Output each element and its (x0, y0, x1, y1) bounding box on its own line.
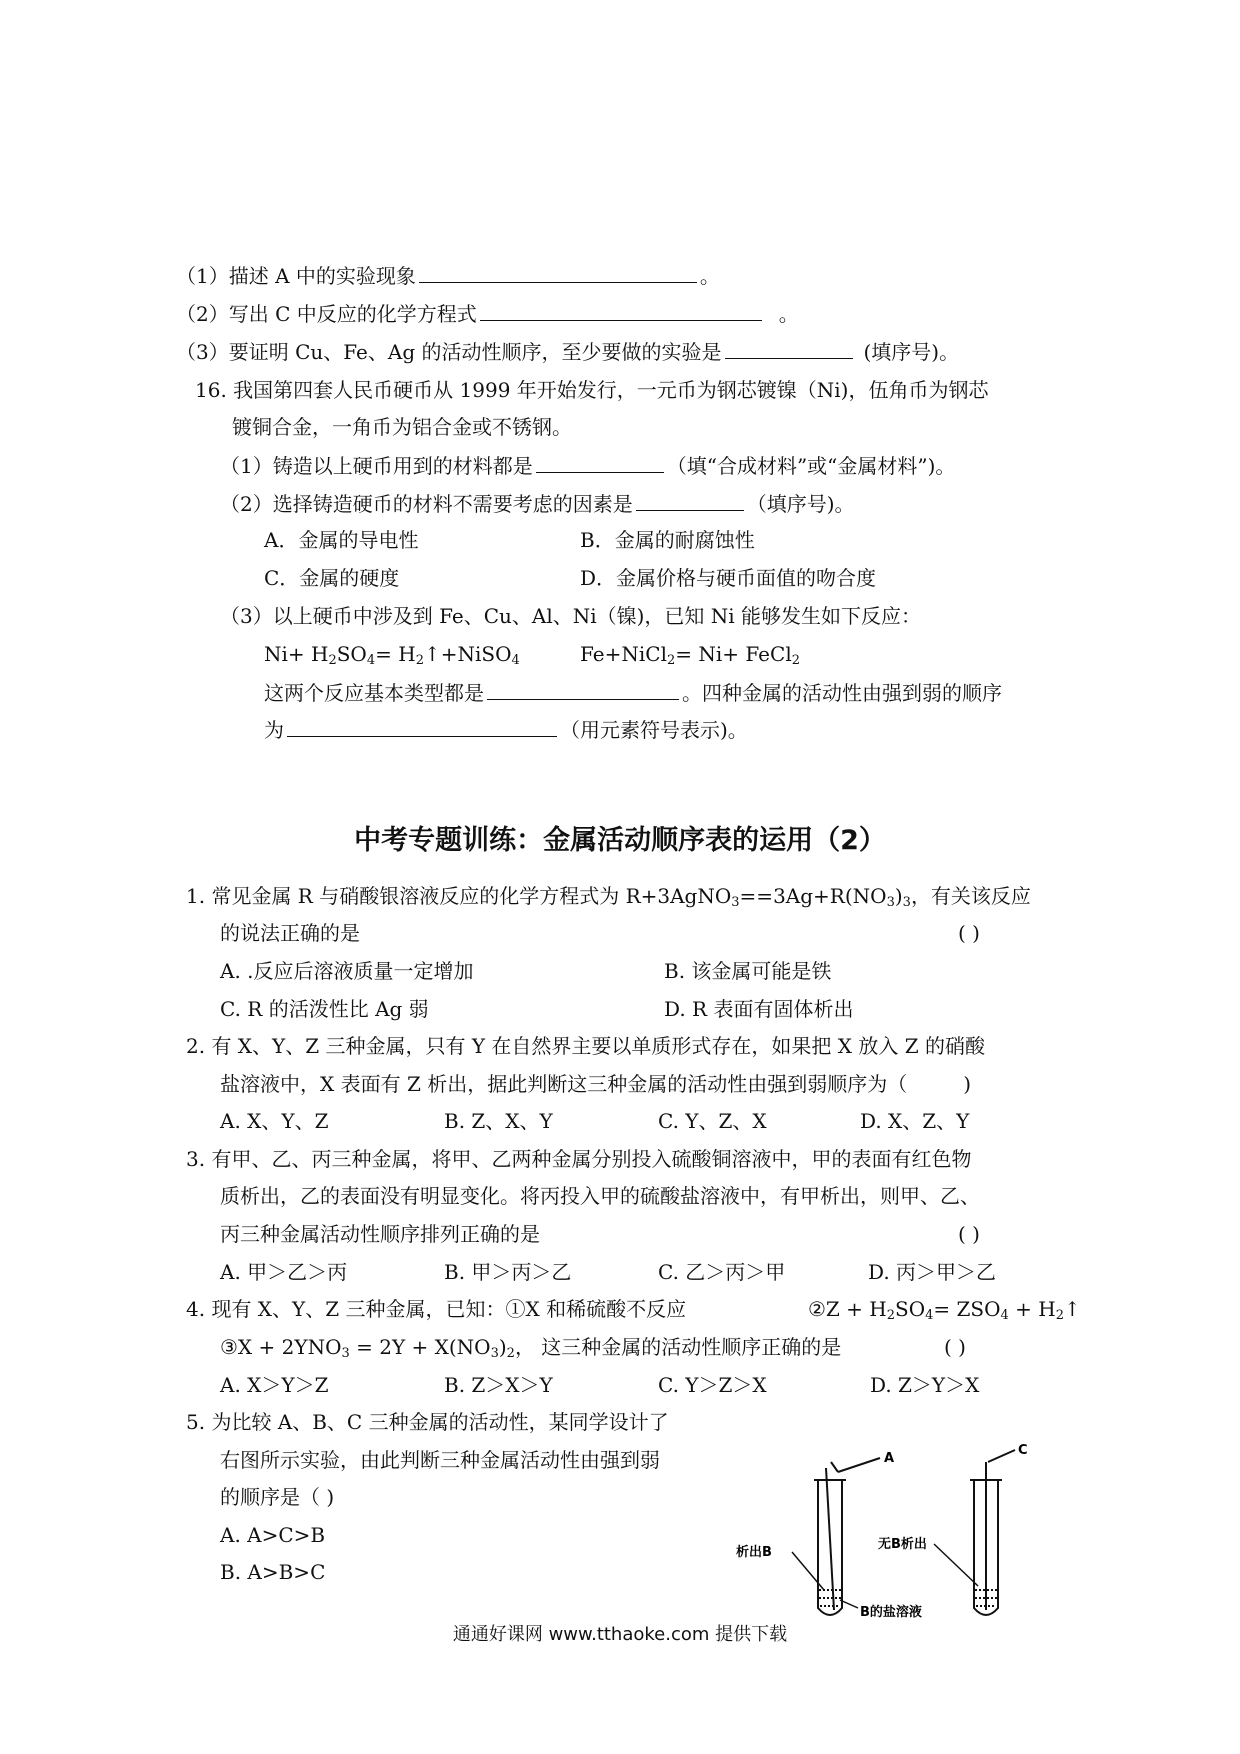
q16-part3: （3）以上硬币中涉及到 Fe、Cu、Al、Ni（镍)，已知 Ni 能够发生如下反应： (220, 604, 922, 628)
q16-part2: （2）选择铸造硬币的材料不需要考虑的因素是 （填序号)。 (220, 492, 855, 516)
q3-option-b: B. 甲＞丙＞乙 (444, 1260, 572, 1284)
label-b-precipitate: 析出B (736, 1545, 772, 1560)
q1-option-a: A. .反应后溶液质量一定增加 (220, 959, 474, 983)
q2-option-c: C. Y、Z、X (658, 1109, 767, 1133)
q4-line1b: ②Z + $H_2SO_4= ZSO_4$ + $H_2↑$ (808, 1297, 1081, 1323)
test-tube-figure (730, 1440, 1070, 1630)
answer-paren[interactable]: ( ) (958, 921, 980, 945)
answer-blank[interactable] (487, 679, 679, 700)
q3-option-c: C. 乙＞丙＞甲 (658, 1260, 786, 1284)
q1-option-c: C. R 的活泼性比 Ag 弱 (220, 997, 429, 1021)
q3-option-a: A. 甲＞乙＞丙 (220, 1260, 348, 1284)
answer-blank[interactable] (419, 262, 697, 283)
q16-part3-line4: 为 （用元素符号表示)。 (264, 718, 748, 742)
answer-paren[interactable]: ( ) (958, 1222, 980, 1246)
right-test-tube (970, 1450, 1015, 1615)
q3-line2: 质析出，乙的表面没有明显变化。将丙投入甲的硫酸盐溶液中，有甲析出，则甲、乙、 (220, 1184, 980, 1208)
q2-line1: 2. 有 X、Y、Z 三种金属，只有 Y 在自然界主要以单质形式存在，如果把 X 放入 Z 的硝酸 (186, 1034, 985, 1058)
q5-line1: 5. 为比较 A、B、C 三种金属的活动性，某同学设计了 (186, 1410, 669, 1434)
q16-option-c: C．金属的硬度 (264, 566, 400, 590)
q16-part1: （1）铸造以上硬币用到的材料都是 （填“合成材料”或“金属材料”)。 (220, 454, 956, 478)
q15-part1: （1）描述 A 中的实验现象 。 (176, 264, 720, 288)
footer-source: 通通好课网 www.tthaoke.com 提供下载 (452, 1624, 788, 1645)
label-a: A (884, 1451, 895, 1466)
q16-line1: 16. 我国第四套人民币硬币从 1999 年开始发行，一元币为钢芯镀镍（Ni)，伍角币为钢芯 (195, 378, 989, 402)
q4-option-d: D. Z＞Y＞X (870, 1373, 980, 1397)
q4-line2: ③X + $2YNO_3 = 2Y + X(NO_3)_2$， 这三种金属的活动性顺序正确的是 (220, 1335, 842, 1361)
q15-part3: （3）要证明 Cu、Fe、Ag 的活动性顺序，至少要做的实验是 (填序号)。 (176, 340, 960, 364)
q4-option-c: C. Y＞Z＞X (658, 1373, 767, 1397)
label-b-salt-solution: B的盐溶液 (860, 1605, 922, 1620)
q16-option-b: B．金属的耐腐蚀性 (580, 528, 755, 552)
q5-option-a: A. A>C>B (220, 1523, 326, 1547)
answer-blank[interactable] (536, 452, 664, 473)
q1-option-d: D. R 表面有固体析出 (664, 997, 854, 1021)
q16-line2: 镀铜合金，一角币为铝合金或不锈钢。 (232, 415, 572, 439)
q5-line2: 右图所示实验，由此判断三种金属活动性由强到弱 (220, 1448, 660, 1472)
answer-blank[interactable] (636, 490, 744, 511)
q2-line2: 盐溶液中，X 表面有 Z 析出，据此判断这三种金属的活动性由强到弱顺序为（ ) (220, 1072, 972, 1096)
q16-option-d: D．金属价格与硬币面值的吻合度 (580, 566, 877, 590)
q5-line3: 的顺序是（ ) (220, 1485, 335, 1509)
q3-option-d: D. 丙＞甲＞乙 (868, 1260, 997, 1284)
q1-line1: 1. 常见金属 R 与硝酸银溶液反应的化学方程式为 $R+3AgNO_3==3Ag+R(NO_3)_3$，有关该反应 (186, 884, 1031, 910)
q3-line3: 丙三种金属活动性顺序排列正确的是 (220, 1222, 540, 1246)
q4-line1a: 4. 现有 X、Y、Z 三种金属，已知：①X 和稀硫酸不反应 (186, 1297, 687, 1321)
q4-option-b: B. Z＞X＞Y (444, 1373, 553, 1397)
section-title: 中考专题训练：金属活动顺序表的运用（2） (354, 825, 886, 856)
q16-option-a: A．金属的导电性 (264, 528, 419, 552)
answer-blank[interactable] (480, 300, 762, 321)
answer-paren[interactable]: ( ) (944, 1335, 966, 1359)
left-test-tube (814, 1458, 880, 1615)
q16-part3-line3: 这两个反应基本类型都是 。四种金属的活动性由强到弱的顺序 (264, 681, 1002, 705)
q16-equation-1: $Ni+ H_2SO_4=$ $H_2↑+NiSO_4$ (264, 642, 520, 668)
q2-option-d: D. X、Z、Y (860, 1109, 970, 1133)
q5-option-b: B. A>B>C (220, 1560, 326, 1584)
label-no-b-precipitate: 无B析出 (878, 1537, 927, 1552)
q15-part2: （2）写出 C 中反应的化学方程式 。 (176, 302, 799, 326)
q1-option-b: B. 该金属可能是铁 (664, 959, 832, 983)
answer-blank[interactable] (287, 716, 557, 737)
q3-line1: 3. 有甲、乙、丙三种金属，将甲、乙两种金属分别投入硫酸铜溶液中，甲的表面有红色物 (186, 1147, 972, 1171)
q2-option-b: B. Z、X、Y (444, 1109, 553, 1133)
q2-option-a: A. X、Y、Z (220, 1109, 329, 1133)
q1-line2: 的说法正确的是 (220, 921, 360, 945)
q4-option-a: A. X＞Y＞Z (220, 1373, 329, 1397)
q16-equation-2: Fe+NiCl$_2$= Ni+ FeCl$_2$ (580, 642, 800, 668)
label-c: C (1018, 1443, 1028, 1458)
answer-blank[interactable] (725, 338, 853, 359)
